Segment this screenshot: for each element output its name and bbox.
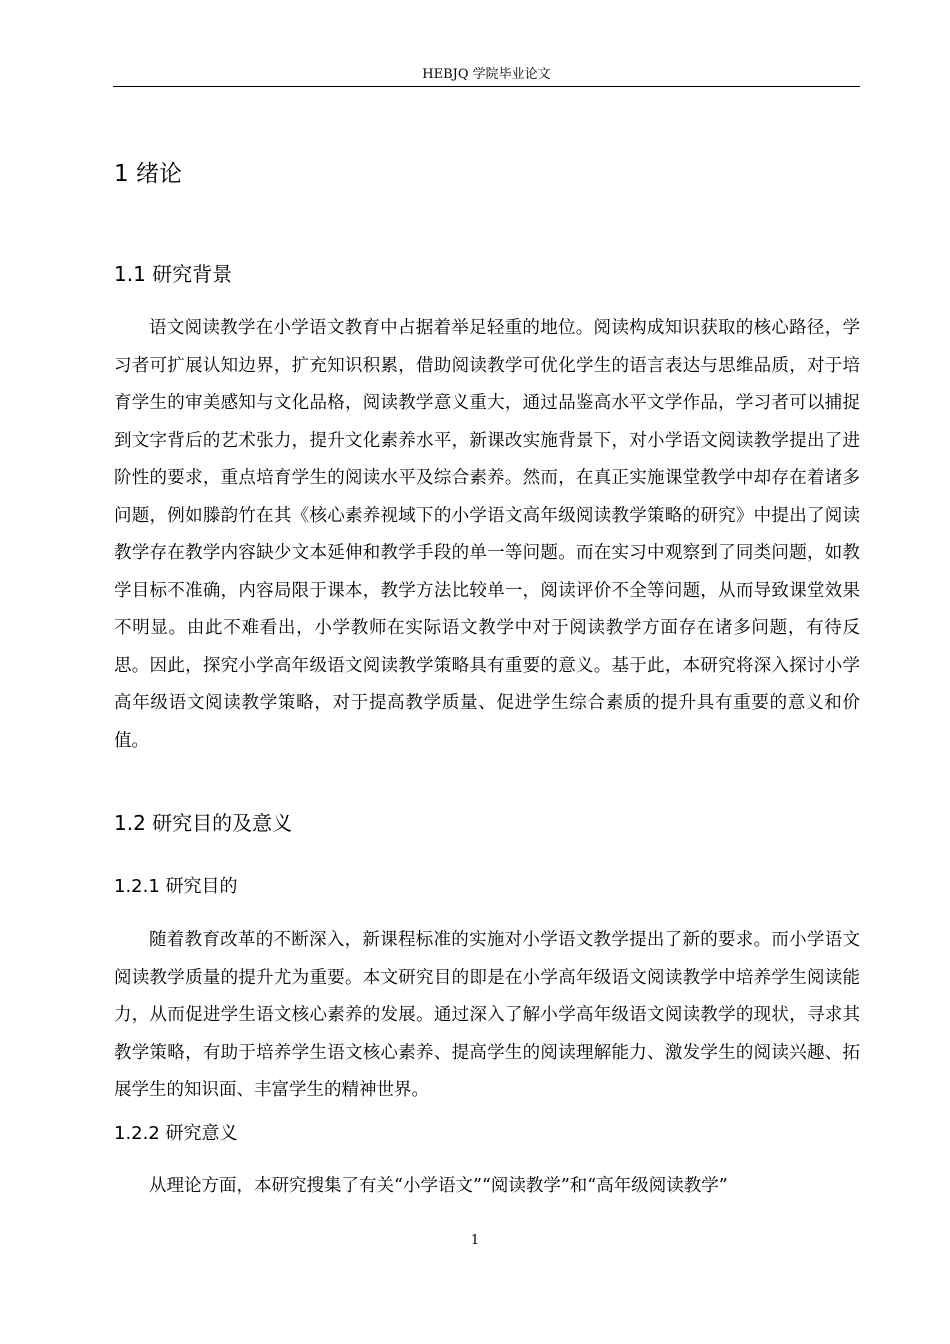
subsection-paragraph-purpose: 随着教育改革的不断深入，新课程标准的实施对小学语文教学提出了新的要求。而小学语文阅读教学质量的提升尤为重要。本文研究目的即是在小学高年级语文阅读教学中培养学生阅读能力，从而促进学生语文核心素养的发展。通过深入了解小学高年级语文阅读教学的现状，寻求其教学策略，有助于培养学生语文核心素养、提高学生的阅读理解能力、激发学生的阅读兴趣、拓展学生的知识面、丰富学生的精神世界。 xyxy=(114,930,860,1100)
section-paragraph-background: 语文阅读教学在小学语文教育中占据着举足轻重的地位。阅读构成知识获取的核心路径，学习者可扩展认知边界，扩充知识积累，借助阅读教学可优化学生的语言表达与思维品质，对于培育学生的审美感知与文化品格，阅读教学意义重大，通过品鉴高水平文学作品，学习者可以捕捉到文字背后的艺术张力，提升文化素养水平，新课改实施背景下，对小学语文阅读教学提出了进阶性的要求，重点培育学生的阅读水平及综合素养。然而，在真正实施课堂教学中却存在着诸多问题，例如滕韵竹在其《核心素养视域下的小学语文高年级阅读教学策略的研究》中提出了阅读教学存在教学内容缺少文本延伸和教学手段的单一等问题。而在实习中观察到了同类问题，如教学目标不准确，内容局限于课本，教学方法比较单一，阅读评价不全等问题，从而导致课堂效果不明显。由此不难看出，小学教师在实际语文教学中对于阅读教学方面存在诸多问题，有待反思。因此，探究小学高年级语文阅读教学策略具有重要的意义。基于此，本研究将深入探讨小学高年级语文阅读教学策略，对于提高教学质量、促进学生综合素质的提升具有重要的意义和价值。 xyxy=(114,318,860,751)
subsection-title-significance: 1.2.2 研究意义 xyxy=(114,1123,238,1144)
page-header: HEBJQ 学院毕业论文 xyxy=(113,66,860,87)
section-title-background: 1.1 研究背景 xyxy=(114,262,233,286)
subsection-title-purpose: 1.2.1 研究目的 xyxy=(114,876,238,897)
chapter-title: 1 绪论 xyxy=(114,161,182,187)
section-title-purpose-significance: 1.2 研究目的及意义 xyxy=(114,811,293,835)
subsection-paragraph-significance: 从理论方面，本研究搜集了有关“小学语文”“阅读教学”和“高年级阅读教学” xyxy=(149,1176,728,1196)
page-number: 1 xyxy=(470,1233,480,1248)
